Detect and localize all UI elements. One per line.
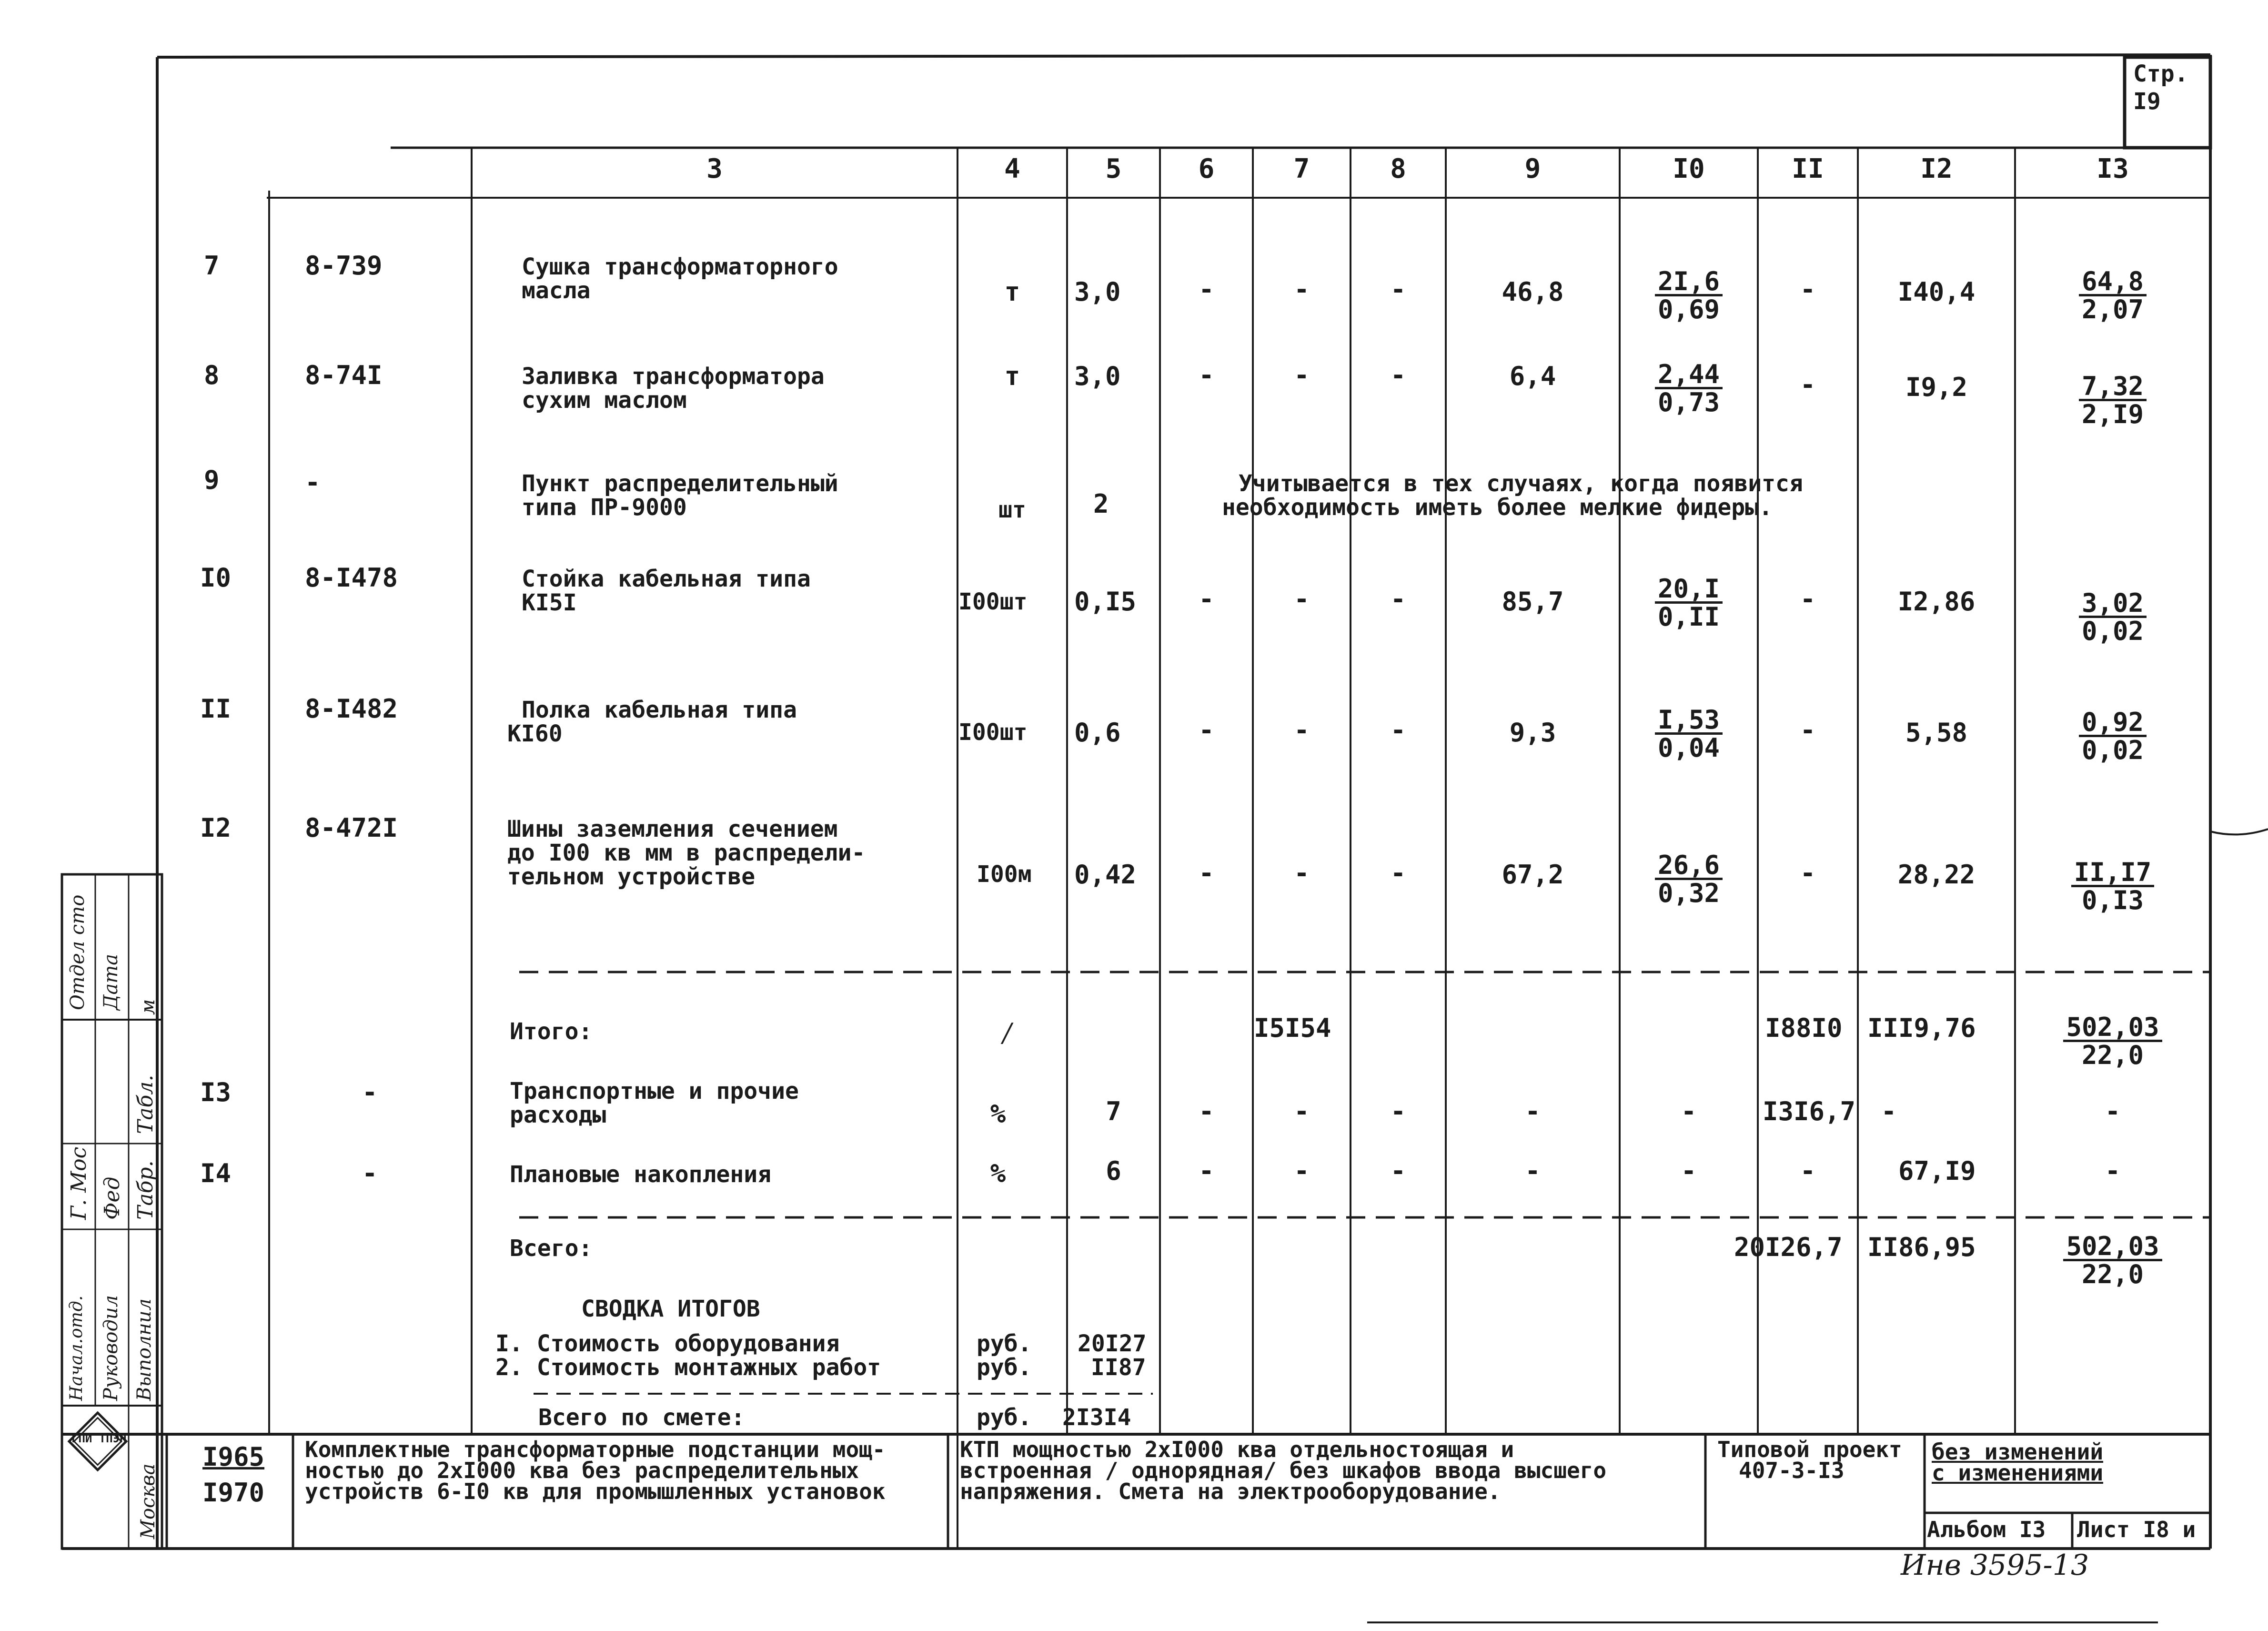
row-c10: $\frac{26,6}{0,32}$ (1620, 853, 1758, 906)
description-line: устройств 6-I0 кв для промышленных установок (305, 1479, 886, 1504)
signature: Г. Мос (67, 1146, 91, 1220)
row-name-line: тельном устройстве (507, 863, 756, 890)
summary-line-1-value: 20I27 (1078, 1330, 1147, 1357)
row-c10: - (1681, 1156, 1697, 1186)
total-c13: $\frac{502,03}{22,0}$ (2015, 1234, 2210, 1287)
row-code: - (362, 1158, 378, 1188)
row-qty: 3,0 (1074, 361, 1121, 391)
row-c9: 46,8 (1502, 277, 1564, 307)
row-qty: 0,I5 (1074, 587, 1137, 617)
row-c10: $\frac{I,53}{0,04}$ (1620, 708, 1758, 760)
row-name-line: Стойка кабельная типа (522, 566, 811, 592)
row-name-line: сухим маслом (522, 387, 687, 414)
summary-line-2-unit: руб. (977, 1354, 1032, 1381)
row-name-line: КI5I (522, 589, 577, 616)
row-c7: - (1294, 858, 1310, 888)
row-c13: - (2105, 1096, 2121, 1126)
row-unit: % (990, 1099, 1006, 1129)
row-qty: 0,6 (1074, 718, 1121, 748)
row-c8: - (1390, 715, 1406, 745)
col-header-11: II (1792, 153, 1824, 184)
signature: Фед (100, 1176, 124, 1220)
row-c10: $\frac{20,I}{0,II}$ (1620, 577, 1758, 629)
row-c7: - (1294, 360, 1310, 390)
row-name-line: Плановые накопления (510, 1161, 772, 1188)
row-c8: - (1390, 584, 1406, 614)
description-line: КТП мощностью 2хI000 ква отдельностоящая и (960, 1437, 1514, 1462)
row-c11: - (1800, 370, 1816, 400)
stamp-label: Руководил (100, 1295, 122, 1401)
col-header-3: 3 (706, 153, 723, 184)
row-c7: - (1294, 715, 1310, 745)
row-number: 9 (204, 465, 220, 495)
year-start: I965 (202, 1442, 265, 1472)
description-line: Комплектные трансформаторные подстанции мощ- (305, 1437, 886, 1462)
summary-line-1-unit: руб. (977, 1330, 1032, 1357)
total-c12: II86,95 (1867, 1232, 1976, 1262)
row-c11: - (1800, 584, 1816, 614)
row-c9: 67,2 (1502, 860, 1564, 890)
row-c7: - (1294, 1156, 1310, 1186)
row-qty: 6 (1106, 1156, 1121, 1186)
row-c9: 85,7 (1502, 587, 1564, 617)
row-code: 8-739 (305, 251, 383, 281)
row-c13: $\frac{0,92}{0,02}$ (2015, 710, 2210, 763)
row-name-line: Шины заземления сечением (507, 816, 838, 842)
stamp-label: Начал.отд. (67, 1295, 86, 1401)
changes-none: без изменений (1932, 1439, 2104, 1465)
row-number: I2 (200, 813, 232, 843)
row-c6: - (1199, 274, 1214, 304)
row-unit: I00м (977, 861, 1032, 888)
row-c8: - (1390, 360, 1406, 390)
col-header-10: I0 (1673, 153, 1705, 184)
subtotal-unit: / (1003, 1018, 1012, 1048)
row-name-line: Заливка трансформатора (522, 363, 825, 390)
row-number: 7 (204, 251, 220, 281)
changes-with: с изменениями (1932, 1460, 2104, 1486)
stamp-label: Выполнил (133, 1298, 155, 1401)
row-unit: т (1004, 361, 1020, 391)
row-c12: 67,I9 (1898, 1156, 1976, 1186)
row-number: I0 (200, 563, 232, 593)
project-number: 407-3-I3 (1739, 1458, 1845, 1483)
row-name-line: Пункт распределительный (522, 470, 838, 497)
row-c13: $\frac{II,I7}{0,I3}$ (2015, 860, 2210, 913)
subtotal-c13: $\frac{502,03}{22,0}$ (2015, 1015, 2210, 1068)
description-line: напряжения. Смета на электрооборудование. (960, 1479, 1501, 1504)
row-c8: - (1390, 274, 1406, 304)
row-c6: - (1199, 1096, 1214, 1126)
col-header-7: 7 (1293, 153, 1310, 184)
row-c10: $\frac{2I,6}{0,69}$ (1620, 269, 1758, 322)
inventory-number: Инв 3595-13 (1901, 1549, 2089, 1582)
row-c7: - (1294, 274, 1310, 304)
subtotal-c7: I5I54 (1254, 1013, 1331, 1043)
row-unit: % (990, 1158, 1006, 1188)
col-header-12: I2 (1920, 153, 1953, 184)
stamp-label: м (137, 999, 159, 1015)
row-c11: - (1800, 715, 1816, 745)
project-type: Типовой проект (1717, 1437, 1902, 1462)
subtotal-c11: I88I0 (1765, 1013, 1843, 1043)
summary-line-2-value: II87 (1091, 1354, 1146, 1381)
row-c9: 6,4 (1509, 361, 1556, 391)
row-qty: 2 (1093, 489, 1109, 519)
page-number: I9 (2133, 88, 2161, 115)
col-header-4: 4 (1004, 153, 1020, 184)
row-c10: - (1681, 1096, 1697, 1126)
row-note-line: Учитывается в тех случаях, когда появится (1239, 470, 1803, 497)
summary-title: СВОДКА ИТОГОВ (581, 1296, 760, 1322)
summary-line-1: I. Стоимость оборудования (495, 1330, 840, 1357)
col-header-9: 9 (1524, 153, 1541, 184)
row-c12: I2,86 (1897, 587, 1976, 617)
row-c10: $\frac{2,44}{0,73}$ (1620, 362, 1758, 415)
row-c11: - (1800, 1156, 1816, 1186)
row-c6: - (1199, 360, 1214, 390)
summary-total-value: 2I3I4 (1062, 1404, 1131, 1431)
row-c12: 5,58 (1905, 718, 1968, 748)
row-c9: - (1525, 1156, 1541, 1186)
row-unit: I00шт (958, 719, 1028, 746)
row-c12: 28,22 (1897, 860, 1976, 890)
row-name-line: типа ПР-9000 (522, 494, 687, 521)
row-c8: - (1390, 858, 1406, 888)
col-header-8: 8 (1390, 153, 1406, 184)
row-c12: I9,2 (1905, 372, 1968, 402)
row-c13: - (2105, 1156, 2121, 1186)
row-number: I4 (200, 1158, 232, 1188)
page-label: Стр. (2133, 61, 2188, 87)
signature: Табр. (133, 1160, 158, 1220)
row-c12: I40,4 (1897, 277, 1976, 307)
row-code: 8-I482 (305, 694, 398, 724)
row-c12: - (1881, 1096, 1897, 1126)
row-name-line: расходы (510, 1102, 606, 1128)
row-c13: $\frac{3,02}{0,02}$ (2015, 591, 2210, 644)
row-c11: I3I6,7 (1763, 1096, 1856, 1126)
row-c13: $\frac{7,32}{2,I9}$ (2015, 374, 2210, 427)
row-name-line: КI60 (507, 720, 563, 747)
row-name-line: масла (522, 277, 591, 304)
row-c6: - (1199, 1156, 1214, 1186)
stamp-label: Отдел сто (67, 894, 89, 1010)
row-c13: $\frac{64,8}{2,07}$ (2015, 269, 2210, 322)
row-code: 8-74I (305, 360, 383, 390)
subtotal-c12: III9,76 (1867, 1013, 1976, 1043)
row-c7: - (1294, 1096, 1310, 1126)
row-unit: т (1004, 277, 1020, 307)
logo-icon: ГПИ ТПЭП (71, 1432, 127, 1445)
col-header-6: 6 (1198, 153, 1215, 184)
summary-total-unit: руб. (977, 1404, 1032, 1431)
row-name-line: до I00 кв мм в распредели- (507, 840, 866, 866)
stamp-label: Москва (137, 1463, 159, 1539)
row-unit: шт (998, 496, 1026, 523)
row-qty: 0,42 (1074, 860, 1137, 890)
row-c6: - (1199, 715, 1214, 745)
row-c9: 9,3 (1509, 718, 1556, 748)
row-code: - (305, 467, 321, 497)
row-c6: - (1199, 858, 1214, 888)
row-qty: 7 (1106, 1096, 1121, 1126)
description-line: встроенная / однорядная/ без шкафов ввода высшего (960, 1458, 1607, 1483)
row-code: - (362, 1077, 378, 1107)
row-number: II (200, 694, 232, 724)
summary-line-2: 2. Стоимость монтажных работ (495, 1354, 881, 1381)
total-label: Всего: (510, 1235, 593, 1262)
stamp-label: Дата (100, 953, 122, 1010)
row-name-line: Транспортные и прочие (510, 1078, 799, 1104)
row-c11: - (1800, 274, 1816, 304)
row-number: I3 (200, 1077, 232, 1107)
row-c11: - (1800, 858, 1816, 888)
row-number: 8 (204, 360, 220, 390)
signature: Табл. (133, 1074, 158, 1134)
col-header-5: 5 (1105, 153, 1122, 184)
row-c9: - (1525, 1096, 1541, 1126)
year-end: I970 (202, 1478, 265, 1508)
sheet-number: Лист I8 и (2077, 1517, 2196, 1542)
description-line: ностью до 2хI000 ква без распределительных (305, 1458, 859, 1483)
row-c8: - (1390, 1156, 1406, 1186)
row-name-line: Полка кабельная типа (522, 697, 797, 723)
row-note-line: необходимость иметь более мелкие фидеры. (1222, 494, 1773, 521)
row-c8: - (1390, 1096, 1406, 1126)
album-number: Альбом I3 (1927, 1517, 2046, 1542)
summary-total-label: Всего по смете: (538, 1404, 745, 1431)
row-qty: 3,0 (1074, 277, 1121, 307)
total-c11: 20I26,7 (1734, 1232, 1843, 1262)
row-unit: I00шт (958, 588, 1028, 615)
subtotal-label: Итого: (510, 1018, 593, 1045)
row-name-line: Сушка трансформаторного (522, 253, 838, 280)
col-header-13: I3 (2097, 153, 2129, 184)
row-c6: - (1199, 584, 1214, 614)
row-c7: - (1294, 584, 1310, 614)
row-code: 8-472I (305, 813, 398, 843)
row-code: 8-I478 (305, 563, 398, 593)
